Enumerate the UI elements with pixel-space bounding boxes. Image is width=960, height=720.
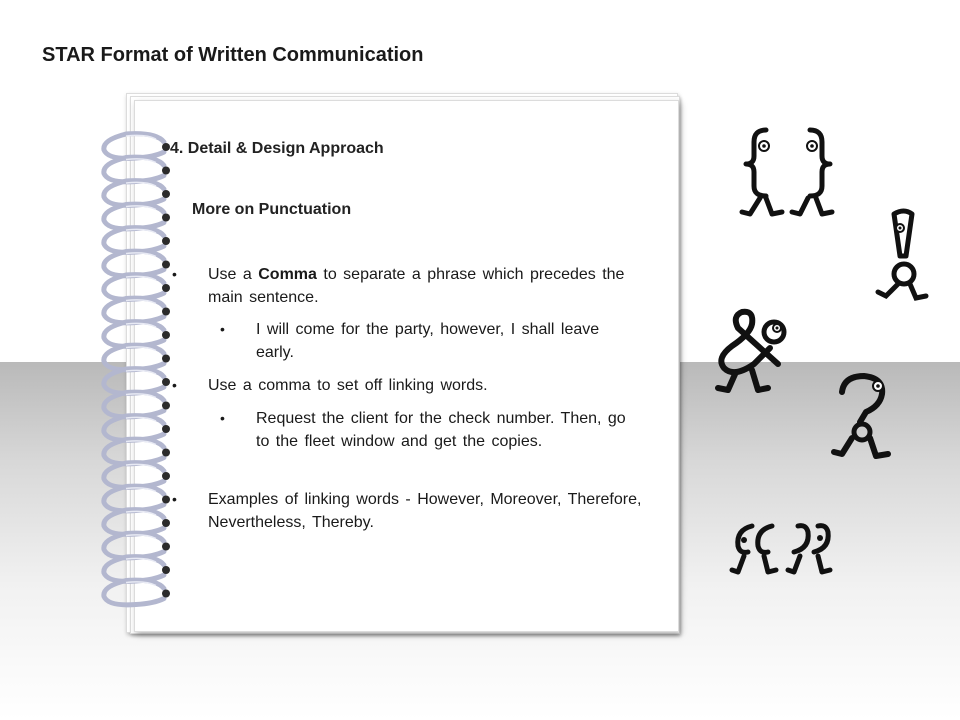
spiral-ring [104, 557, 170, 582]
spiral-ring [104, 486, 170, 511]
spiral-ring [104, 439, 170, 464]
quotation-marks-character-icon [728, 516, 838, 580]
bullet-dot: • [220, 321, 225, 337]
exclamation-character-icon [872, 206, 932, 304]
spiral-ring [104, 345, 170, 370]
bullet-dot: • [172, 266, 177, 282]
spiral-ring [104, 510, 170, 535]
spiral-ring [104, 228, 170, 253]
subsection-title: More on Punctuation [192, 201, 352, 218]
sub-bullet-example-2 [220, 407, 636, 453]
sub-bullet-example-1 [220, 318, 636, 364]
question-mark-character-icon [830, 370, 900, 466]
bullet-linking-words [172, 374, 628, 397]
bullet-text: Examples of linking words - However, Moreover, Therefore, Nevertheless, Thereby. [208, 491, 642, 531]
bullet-text-post: to separate a phrase which precedes the main sentence. [208, 266, 625, 306]
spiral-ring [104, 580, 170, 605]
curly-braces-character-icon [738, 124, 838, 222]
bullet-text-bold: Comma [258, 266, 317, 283]
bullet-text-pre: Use a [208, 266, 259, 283]
bullet-dot: • [172, 491, 177, 507]
bullet-dot: • [172, 377, 177, 393]
spiral-ring [104, 322, 170, 347]
spiral-ring [104, 204, 170, 229]
bullet-linking-examples [172, 488, 648, 534]
bullet-text: Use a comma to set off linking words. [208, 377, 488, 394]
spiral-ring [104, 251, 170, 276]
spiral-ring [104, 134, 170, 159]
bullet-comma-rule [172, 263, 628, 309]
spiral-ring [104, 369, 170, 394]
spiral-ring [104, 298, 170, 323]
spiral-ring [104, 275, 170, 300]
ampersand-character-icon [708, 306, 792, 398]
spiral-ring [104, 463, 170, 488]
slide-title: STAR Format of Written Communication [42, 44, 424, 66]
spiral-binding [96, 128, 176, 618]
spiral-ring [104, 416, 170, 441]
bullet-text: Request the client for the check number. Then, go to the fleet window and get the copies. [256, 410, 626, 450]
spiral-ring [104, 157, 170, 182]
spiral-ring [104, 181, 170, 206]
bullet-dot: • [220, 410, 225, 426]
spiral-ring [104, 392, 170, 417]
spiral-ring [104, 533, 170, 558]
notebook-front-page [134, 100, 679, 632]
section-title: 4. Detail & Design Approach [170, 140, 384, 157]
bullet-text: I will come for the party, however, I shall leave early. [256, 321, 600, 361]
